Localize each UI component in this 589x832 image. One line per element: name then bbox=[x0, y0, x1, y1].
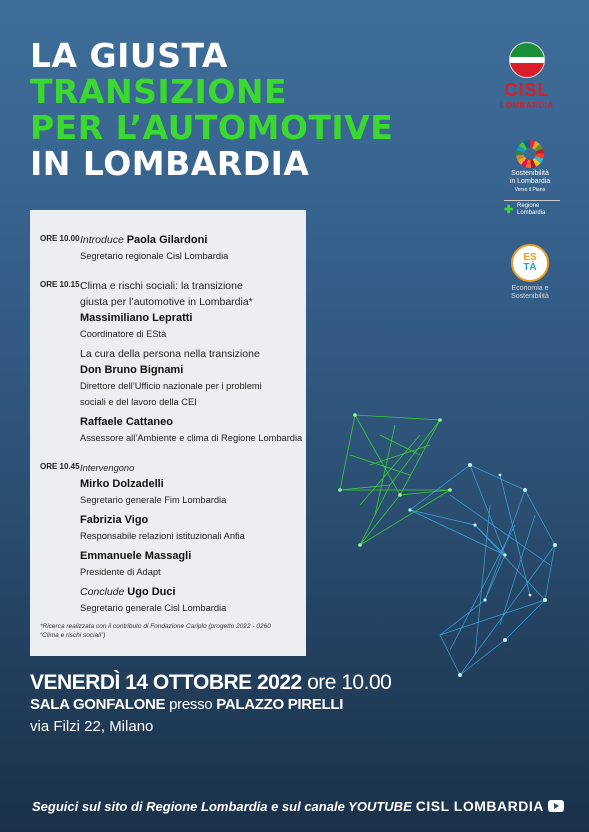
speaker-role: Segretario regionale Cisl Lombardia bbox=[80, 251, 229, 261]
sost-line-3: Verso il Piano bbox=[514, 187, 546, 193]
event-details bbox=[30, 672, 391, 738]
speaker-role: Assessore all’Ambiente e clima di Regione Lombardia bbox=[80, 433, 303, 443]
esta-caption-1: Economia e bbox=[511, 285, 549, 292]
youtube-icon[interactable] bbox=[548, 800, 564, 812]
event-building: PALAZZO PIRELLI bbox=[216, 696, 344, 713]
speaker-role: Segretario generale Fim Lombardia bbox=[80, 495, 227, 505]
footer-bar bbox=[32, 798, 564, 814]
title-line-1: LA GIUSTA bbox=[30, 36, 228, 75]
title-line-2: TRANSIZIONE bbox=[30, 72, 288, 111]
speaker-name: Paola Gilardoni bbox=[126, 234, 208, 246]
regione-lombardia-logo bbox=[504, 200, 560, 216]
speaker-role: Direttore dell’Ufficio nazionale per i problemi bbox=[80, 381, 262, 391]
cisl-lombardia-logo bbox=[497, 42, 557, 110]
esta-letters-2: TÀ bbox=[523, 262, 537, 273]
title-line-3: PER L’AUTOMOTIVE bbox=[30, 108, 394, 147]
program-panel bbox=[30, 210, 306, 656]
talk-title-line: giusta per l’automotive in Lombardia* bbox=[80, 296, 253, 308]
conclude-label: Conclude bbox=[80, 586, 125, 598]
speaker-role: sociali e del lavoro della CEI bbox=[80, 397, 197, 407]
speaker-name: Massimiliano Lepratti bbox=[80, 312, 193, 324]
event-date: VENERDÌ 14 OTTOBRE 2022 bbox=[30, 671, 302, 694]
speaker-name: Mirko Dolzadelli bbox=[80, 478, 164, 490]
footnote-line-1: *Ricerca realizzata con il contributo di Fondazione Cariplo (progetto 2022 - 0260 bbox=[40, 623, 271, 630]
talk-title-line: La cura della persona nella transizione bbox=[80, 348, 260, 360]
speaker-role: Coordinatore di EStà bbox=[80, 329, 167, 339]
program-block-3 bbox=[40, 460, 296, 616]
cisl-emblem-icon bbox=[509, 42, 545, 78]
speaker-name: Emmanuele Massagli bbox=[80, 550, 192, 562]
program-block-1 bbox=[40, 232, 296, 264]
green-mesh bbox=[340, 415, 450, 545]
sost-line-2: in Lombardia bbox=[509, 178, 551, 185]
event-address: via Filzi 22, Milano bbox=[30, 718, 154, 735]
talk-title-line: Clima e rischi sociali: la transizione bbox=[80, 280, 243, 292]
sdg-wheel-icon bbox=[516, 140, 544, 168]
network-seven-graphic bbox=[300, 395, 589, 695]
speaker-role: Responsabile relazioni istituzionali Anfia bbox=[80, 531, 245, 541]
footer-text: Seguici sul sito di Regione Lombardia e sul canale YOUTUBE bbox=[32, 798, 412, 814]
sost-line-1: Sostenibilità bbox=[511, 170, 549, 177]
sostenibilita-logo bbox=[500, 140, 560, 194]
footnote-line-2: “Clima e rischi sociali”) bbox=[40, 632, 106, 639]
speaker-role: Segretario generale Cisl Lombardia bbox=[80, 603, 227, 613]
mesh-nodes bbox=[408, 463, 557, 677]
intro-label: Intervengono bbox=[80, 463, 135, 473]
youtube-channel-link[interactable]: CISL LOMBARDIA bbox=[415, 798, 544, 814]
rl-line-2: Lombardia bbox=[517, 210, 546, 216]
rl-line-1: Regione bbox=[517, 203, 540, 209]
speaker-name: Raffaele Cattaneo bbox=[80, 416, 173, 428]
speaker-name: Don Bruno Bignami bbox=[80, 364, 184, 376]
poster-title bbox=[30, 38, 393, 182]
program-block-2 bbox=[40, 278, 303, 446]
esta-emblem bbox=[511, 244, 549, 282]
cisl-logo-word: CISL bbox=[504, 80, 550, 100]
time-label: ORE 10.00 bbox=[40, 234, 80, 243]
esta-caption-2: Sostenibilità bbox=[511, 293, 549, 300]
event-hall: SALA GONFALONE bbox=[30, 696, 166, 713]
role-label: Introduce bbox=[80, 234, 124, 246]
blue-mesh bbox=[410, 465, 555, 675]
regione-lombardia-icon: ✚ bbox=[504, 204, 514, 216]
speaker-role: Presidente di Adapt bbox=[80, 567, 161, 577]
esta-letters-1: ES bbox=[523, 252, 537, 263]
title-line-4: IN LOMBARDIA bbox=[30, 144, 310, 183]
time-label: ORE 10.45 bbox=[40, 462, 80, 471]
time-label: ORE 10.15 bbox=[40, 280, 80, 289]
speaker-name: Fabrizia Vigo bbox=[80, 514, 149, 526]
speaker-name: Ugo Duci bbox=[127, 586, 176, 598]
footnote bbox=[40, 622, 300, 640]
esta-logo bbox=[500, 244, 560, 301]
presso-label: presso bbox=[169, 696, 213, 713]
cisl-logo-sub: LOMBARDIA bbox=[500, 101, 554, 110]
event-time: ore 10.00 bbox=[307, 671, 392, 694]
